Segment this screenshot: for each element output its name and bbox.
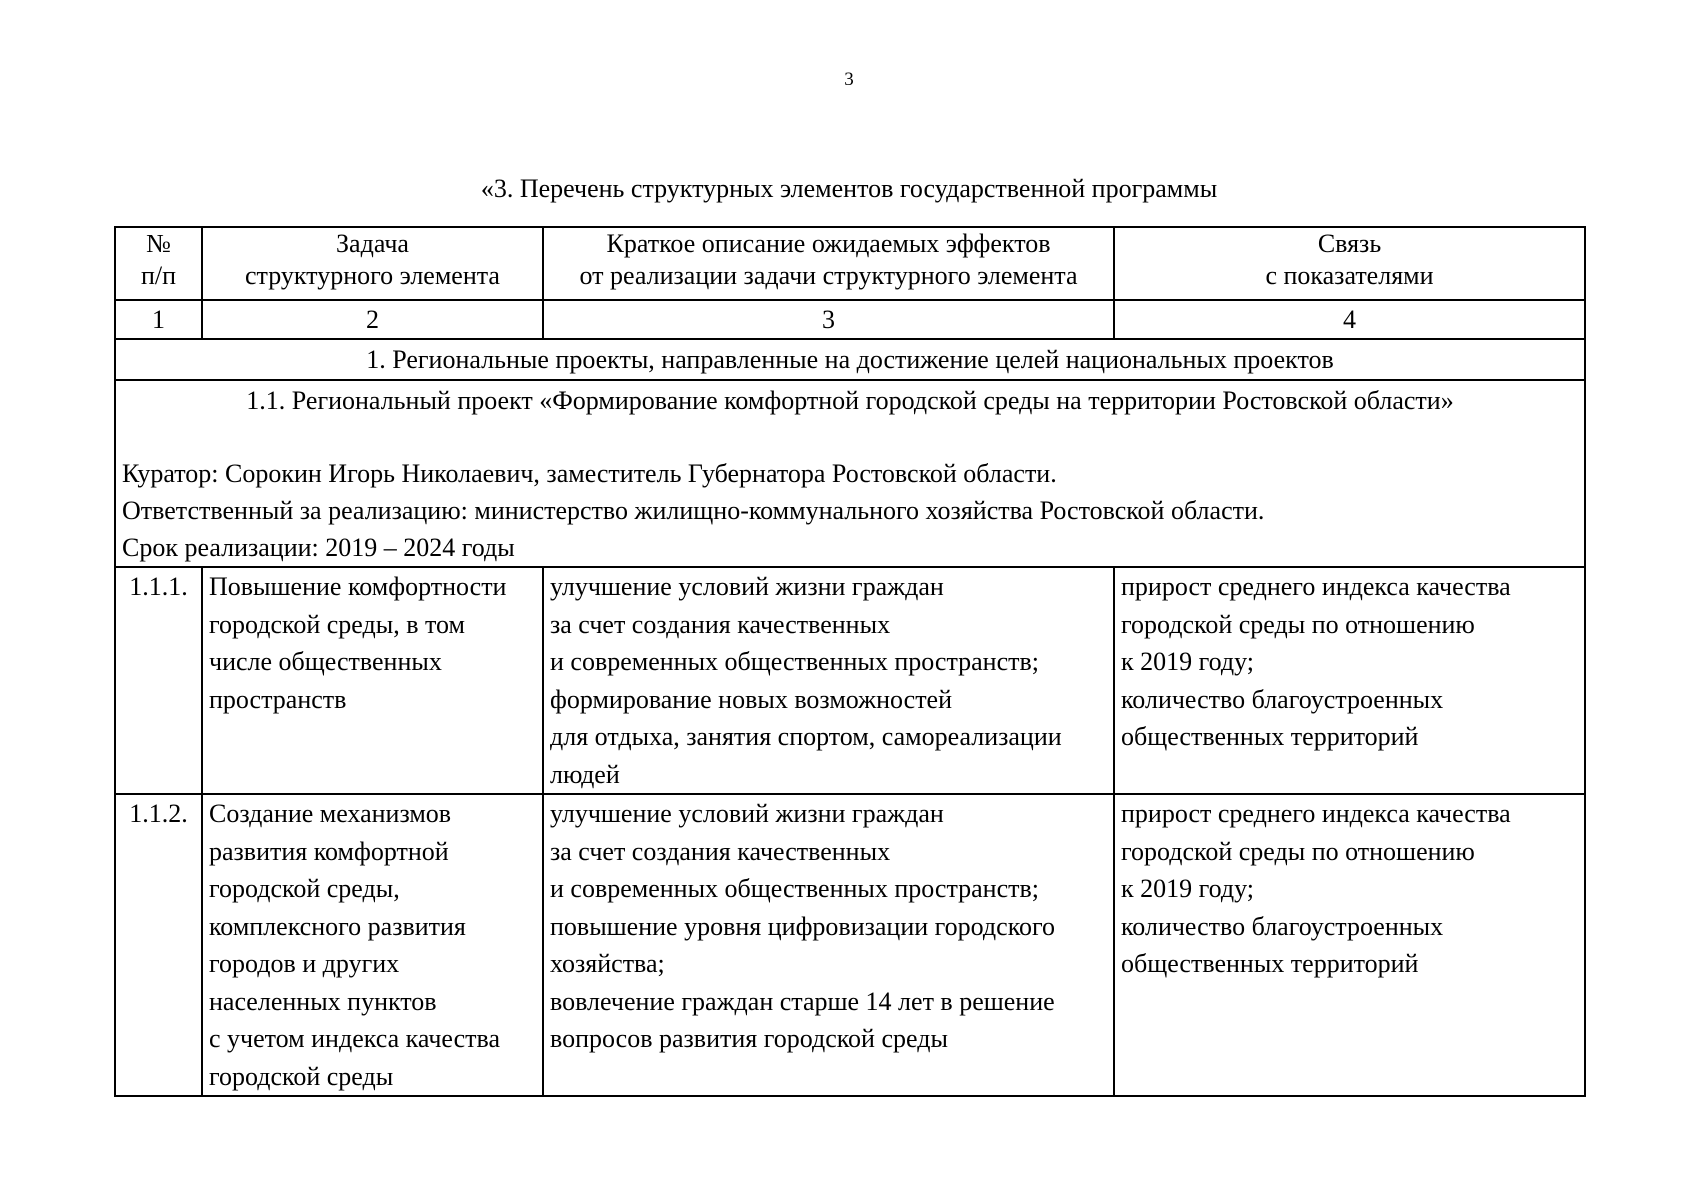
text-line: общественных территорий xyxy=(1121,949,1419,978)
text-line: за счет создания качественных xyxy=(550,609,891,639)
column-number: 4 xyxy=(1114,300,1585,339)
document-title: «3. Перечень структурных элементов государственной программы xyxy=(480,174,1218,203)
column-number: 2 xyxy=(202,300,543,339)
header-text: Краткое описание ожидаемых эффектов xyxy=(606,229,1051,258)
header-cell-number xyxy=(115,227,202,300)
text-line: вовлечение граждан старше 14 лет в решение xyxy=(550,986,1055,1016)
text-line: городской среды, xyxy=(209,874,400,903)
text-line: улучшение условий жизни граждан xyxy=(550,572,944,601)
text-line: общественных территорий xyxy=(1121,722,1419,751)
column-number: 3 xyxy=(543,300,1114,339)
text-line: городов и других xyxy=(209,949,400,978)
text-line: хозяйства; xyxy=(550,949,665,978)
text-line: прирост среднего индекса качества xyxy=(1121,572,1511,601)
effects-cell xyxy=(543,567,1114,794)
text-line: городской среды xyxy=(209,1061,394,1091)
header-text: Задача xyxy=(336,229,409,258)
text-line: Создание механизмов xyxy=(209,799,452,828)
text-line: развития комфортной xyxy=(209,836,449,866)
table-row xyxy=(115,567,1585,794)
project-row xyxy=(115,380,1585,567)
text-line: вопросов развития городской среды xyxy=(550,1024,948,1053)
section-title: 1. Региональные проекты, направленные на достижение целей национальных проектов xyxy=(115,339,1585,380)
header-cell-indicators xyxy=(1114,227,1585,300)
text-line: городской среды, в том xyxy=(209,609,465,639)
project-title: 1.1. Региональный проект «Формирование комфортной городской среды на территории Ростовской области» xyxy=(246,386,1454,415)
section-row xyxy=(115,339,1585,380)
text-line: числе общественных xyxy=(209,647,442,676)
text-line: формирование новых возможностей xyxy=(550,684,953,714)
table-header-row xyxy=(115,227,1585,300)
column-number: 1 xyxy=(115,300,202,339)
text-line: количество благоустроенных xyxy=(1121,911,1444,941)
row-number: 1.1.1. xyxy=(115,567,202,794)
header-text: с показателями xyxy=(1265,261,1434,290)
text-line: и современных общественных пространств; xyxy=(550,874,1039,903)
text-line: повышение уровня цифровизации городского xyxy=(550,911,1056,941)
effects-cell xyxy=(543,794,1114,1096)
project-cell xyxy=(115,380,1585,567)
project-responsible: Ответственный за реализацию: министерство жилищно-коммунального хозяйства Ростовской области. xyxy=(122,496,1265,525)
header-text: № xyxy=(146,229,171,258)
row-number: 1.1.2. xyxy=(115,794,202,1096)
indicators-cell xyxy=(1114,567,1585,794)
text-line: населенных пунктов xyxy=(209,986,437,1016)
text-line: пространств xyxy=(209,684,347,714)
text-line: улучшение условий жизни граждан xyxy=(550,799,944,828)
text-line: к 2019 году; xyxy=(1121,647,1255,676)
header-cell-task xyxy=(202,227,543,300)
project-term: Срок реализации: 2019 – 2024 годы xyxy=(122,533,515,562)
header-text: Связь xyxy=(1317,229,1382,258)
text-line: к 2019 году; xyxy=(1121,874,1255,903)
task-cell xyxy=(202,567,543,794)
project-curator: Куратор: Сорокин Игорь Николаевич, заместитель Губернатора Ростовской области. xyxy=(122,459,1057,488)
text-line: и современных общественных пространств; xyxy=(550,647,1039,676)
header-text: п/п xyxy=(140,261,177,290)
header-text: структурного элемента xyxy=(245,261,500,290)
text-line: для отдыха, занятия спортом, самореализации xyxy=(550,722,1062,751)
text-line: за счет создания качественных xyxy=(550,836,891,866)
table-row xyxy=(115,794,1585,1096)
text-line: прирост среднего индекса качества xyxy=(1121,799,1511,828)
text-line: городской среды по отношению xyxy=(1121,609,1475,639)
header-text: от реализации задачи структурного элемента xyxy=(579,261,1078,290)
text-line: комплексного развития xyxy=(209,911,466,941)
header-cell-effects xyxy=(543,227,1114,300)
page-number: 3 xyxy=(844,69,854,90)
text-line: с учетом индекса качества xyxy=(209,1024,500,1053)
column-number-row xyxy=(115,300,1585,339)
text-line: людей xyxy=(550,759,620,789)
text-line: городской среды по отношению xyxy=(1121,836,1475,866)
structural-elements-table xyxy=(114,226,1586,1097)
text-line: Повышение комфортности xyxy=(209,572,507,601)
indicators-cell xyxy=(1114,794,1585,1096)
text-line: количество благоустроенных xyxy=(1121,684,1444,714)
task-cell xyxy=(202,794,543,1096)
